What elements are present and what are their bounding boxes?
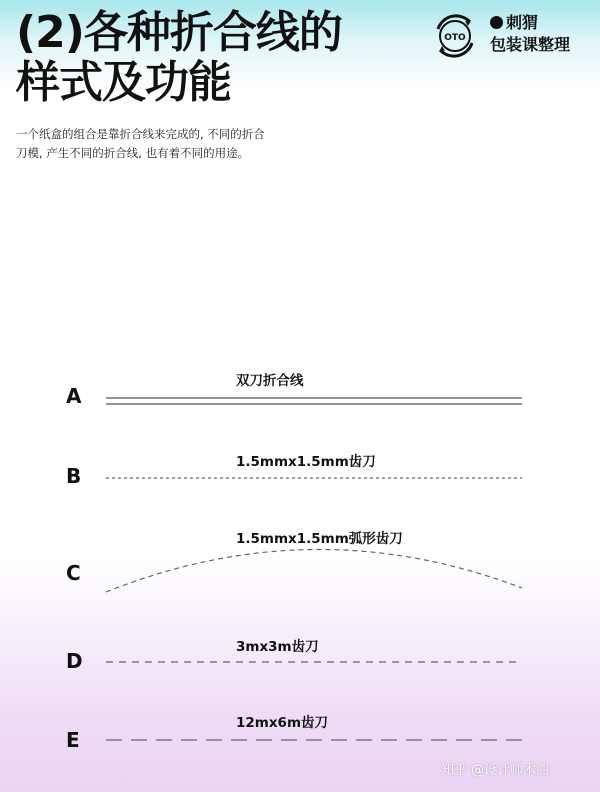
row-label-e: 12mx6m齿刀: [236, 715, 329, 731]
row-label-c: 1.5mmx1.5mm弧形齿刀: [236, 531, 403, 547]
row-letter-d: D: [66, 649, 83, 673]
row-label-d: 3mx3m齿刀: [236, 639, 319, 655]
title-line-1: (2)各种折合线的: [16, 7, 342, 58]
row-letter-b: B: [66, 464, 82, 488]
brand-line-2: 包装课整理: [490, 35, 571, 54]
row-label-a: 双刀折合线: [236, 373, 304, 389]
brand-line-1: 刺猬: [506, 13, 539, 32]
intro-line-1: 一个纸盒的组合是靠折合线来完成的, 不同的折合: [16, 127, 265, 141]
intro-line-2: 刀模, 产生不同的折合线, 也有着不同的用途。: [16, 146, 250, 160]
title-line-2: 样式及功能: [16, 57, 231, 108]
arc-dash-fold-line: [106, 549, 522, 592]
logo-text: OTO: [444, 33, 466, 43]
row-letter-e: E: [66, 728, 80, 752]
row-letter-c: C: [66, 561, 81, 585]
row-label-b: 1.5mmx1.5mm齿刀: [236, 454, 376, 470]
watermark: 知乎 @设计师木西: [441, 763, 550, 778]
row-letter-a: A: [66, 384, 82, 408]
